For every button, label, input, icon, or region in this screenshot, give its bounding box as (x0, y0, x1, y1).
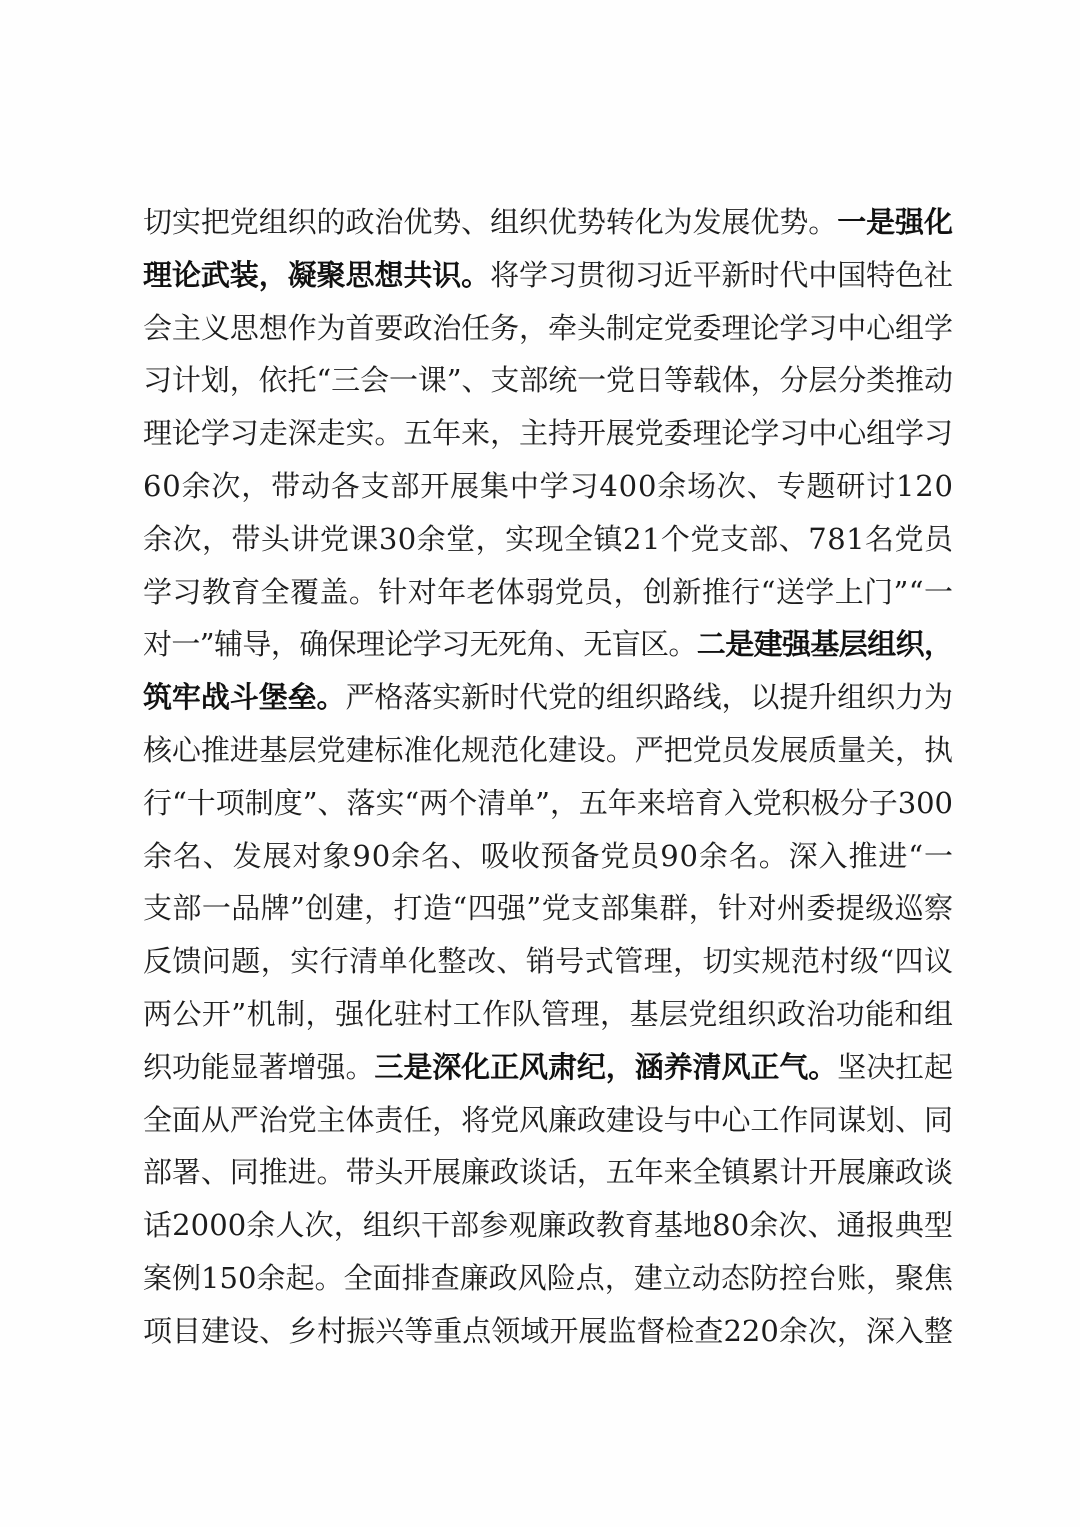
text-line-content (143, 249, 953, 302)
text-line (143, 1252, 953, 1305)
body-text: 项目建设、乡村振兴等重点领域开展监督检查220余次，深入整 (143, 1313, 954, 1348)
text-line (143, 724, 953, 777)
body-text: 全面从严治党主体责任，将党风廉政建设与中心工作同谋划、同 (143, 1102, 953, 1137)
body-text: 将学习贯彻习近平新时代中国特色社 (490, 257, 953, 292)
text-line (143, 196, 953, 249)
text-line-content (143, 460, 954, 513)
body-text: 会主义思想作为首要政治任务，牵头制定党委理论学习中心组学 (143, 310, 953, 345)
text-line (143, 1146, 953, 1199)
body-text: 习计划，依托“三会一课”、支部统一党日等载体，分层分类推动 (143, 363, 953, 398)
text-line (143, 566, 953, 619)
text-line-content (143, 1146, 953, 1199)
body-text: 切实把党组织的政治优势、组织优势转化为发展优势。 (143, 205, 838, 239)
body-text: 坚决扛起 (837, 1049, 953, 1084)
body-text: 余名、发展对象90余名、吸收预备党员90余名。深入推进“一 (143, 838, 954, 873)
text-line-content (143, 882, 953, 935)
bold-heading-text: 二是建强基层组织， (696, 627, 953, 662)
bold-heading-text: 三是深化正风肃纪，涵养清风正气。 (374, 1049, 838, 1084)
text-line (143, 988, 953, 1041)
bold-heading-text: 筑牢战斗堡垒。 (143, 680, 346, 715)
text-line (143, 671, 953, 724)
body-text: 学习教育全覆盖。针对年老体弱党员，创新推行“送学上门”“一 (143, 574, 954, 609)
body-text: 严格落实新时代党的组织路线，以提升组织力为 (345, 680, 953, 715)
text-line (143, 302, 953, 355)
text-line-content (143, 407, 953, 460)
text-line-content (143, 724, 953, 777)
text-line-content (143, 1305, 953, 1358)
text-line-content (143, 618, 952, 671)
body-text: 行“十项制度”、落实“两个清单”，五年来培育入党积极分子300 (143, 785, 953, 820)
text-line (143, 407, 953, 460)
text-line-content (143, 513, 953, 566)
text-line-content (143, 1199, 953, 1252)
text-line (143, 354, 953, 407)
bold-heading-text: 一是强化 (837, 205, 953, 239)
text-line (143, 460, 953, 513)
body-text: 反馈问题，实行清单化整改、销号式管理，切实规范村级“四议 (143, 944, 954, 979)
text-line (143, 935, 953, 988)
body-text: 余次，带头讲党课30余堂，实现全镇21个党支部、781名党员 (143, 521, 954, 556)
bold-heading-text: 理论武装，凝聚思想共识。 (143, 257, 491, 292)
text-line (143, 618, 953, 671)
text-line-content (143, 196, 953, 249)
body-text: 核心推进基层党建标准化规范化建设。严把党员发展质量关，执 (143, 732, 953, 767)
text-line (143, 1094, 953, 1147)
text-line-content (143, 566, 953, 619)
text-line-content (143, 1252, 953, 1305)
body-text: 理论学习走深走实。五年来，主持开展党委理论学习中心组学习 (143, 416, 953, 451)
text-line-content (143, 935, 953, 988)
text-line (143, 777, 953, 830)
text-line (143, 1199, 953, 1252)
body-text: 织功能显著增强。 (143, 1049, 375, 1084)
text-line (143, 513, 953, 566)
body-text: 两公开”机制，强化驻村工作队管理，基层党组织政治功能和组 (143, 996, 954, 1031)
body-text: 话2000余人次，组织干部参观廉政教育基地80余次、通报典型 (143, 1208, 954, 1243)
text-line-content (143, 830, 954, 883)
text-line (143, 882, 953, 935)
body-text: 60余次，带动各支部开展集中学习400余场次、专题研讨120 (143, 468, 954, 503)
text-line (143, 1305, 953, 1358)
text-line-content (143, 1094, 953, 1147)
text-line-content (143, 671, 953, 724)
text-line-content (143, 988, 953, 1041)
text-line-content (143, 302, 953, 355)
body-text: 对一”辅导，确保理论学习无死角、无盲区。 (143, 627, 697, 662)
text-line-content (143, 777, 953, 830)
text-line (143, 830, 953, 883)
body-text: 部署、同推进。带头开展廉政谈话，五年来全镇累计开展廉政谈 (143, 1155, 953, 1190)
text-line (143, 249, 953, 302)
text-line (143, 1041, 953, 1094)
text-line-content (143, 1041, 953, 1094)
body-text: 支部一品牌”创建，打造“四强”党支部集群，针对州委提级巡察 (143, 891, 954, 926)
body-paragraph (143, 196, 953, 1358)
body-text: 案例150余起。全面排查廉政风险点，建立动态防控台账，聚焦 (143, 1260, 954, 1295)
text-line-content (143, 354, 953, 407)
